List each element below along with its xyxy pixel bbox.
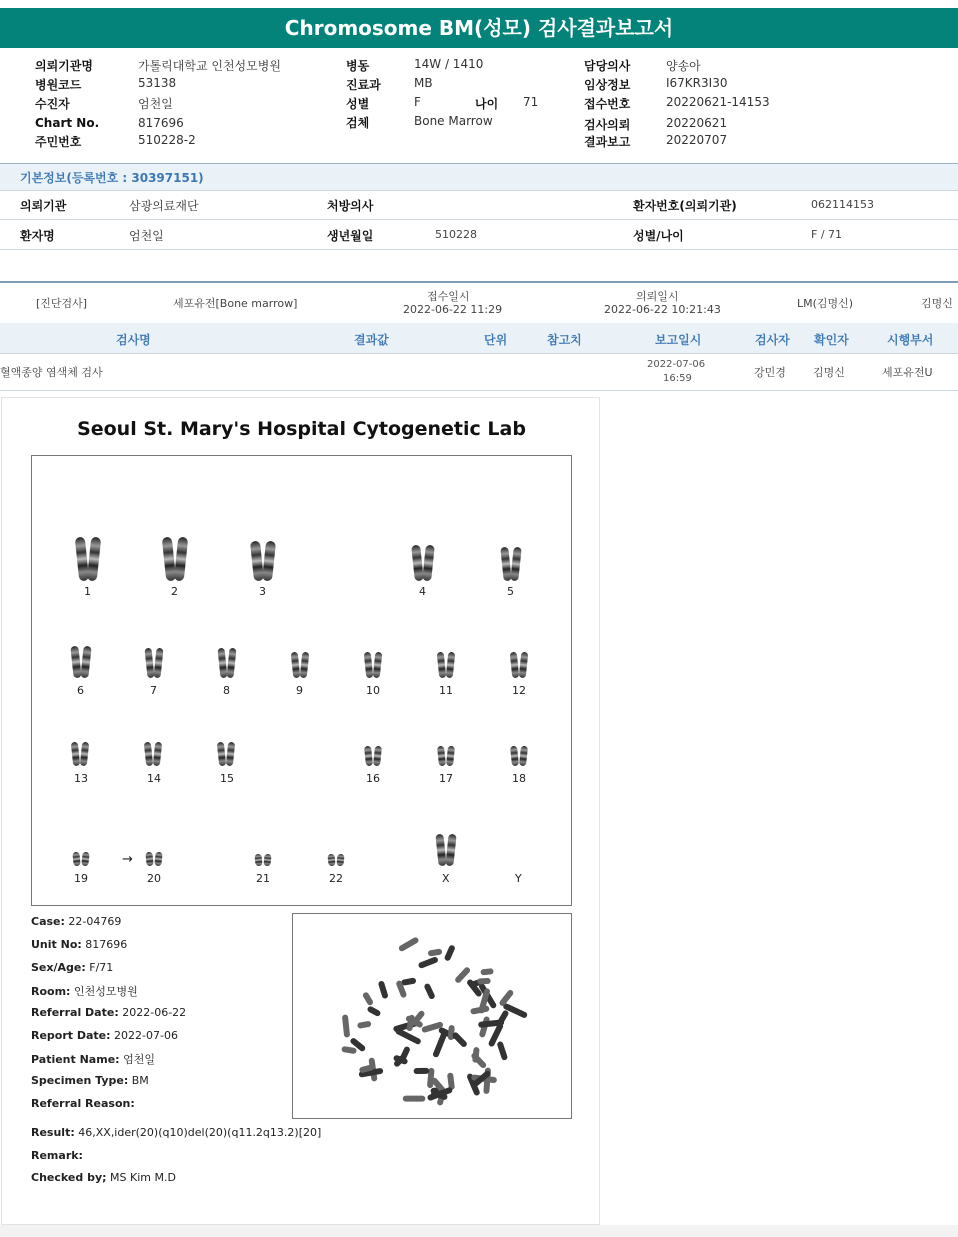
chromosome-label: 11: [439, 684, 453, 697]
page-title: Chromosome BM(성모) 검사결과보고서: [0, 8, 958, 48]
chromosome-label: 18: [512, 772, 526, 785]
info-label: Referral Date:: [31, 1006, 119, 1019]
karyogram-image: [32, 456, 571, 905]
chromosome-label: 6: [77, 684, 84, 697]
metaphase-chromosome: [362, 991, 374, 1006]
col-header: 시행부서: [887, 333, 934, 347]
chromosome-shape: [80, 742, 89, 767]
col-header: 참고치: [547, 333, 582, 347]
result-value: 46,XX,ider(20)(q10)del(20)(q11.2q13.2)[20]: [78, 1126, 322, 1139]
chromosome-shape: [327, 854, 335, 867]
chromosome-shape: [262, 541, 276, 582]
field-value: 510228-2: [138, 133, 196, 147]
metaphase-chromosome: [414, 1068, 430, 1074]
chromosome-shape: [519, 652, 529, 679]
field-value: F: [414, 95, 421, 109]
karyogram: [31, 455, 572, 906]
metaphase-chromosome: [357, 1021, 372, 1029]
chromosome-shape: [87, 537, 102, 582]
metaphase-chromosome: [398, 936, 420, 952]
field-value: 가톨릭대학교 인천성모병원: [138, 59, 281, 73]
chromosome-label: 22: [329, 872, 343, 885]
chromosome-label: 13: [74, 772, 88, 785]
metaphase-chromosome: [497, 1041, 509, 1061]
exam-lm: LM(김명신): [797, 297, 854, 310]
basic-label: 생년월일: [327, 229, 374, 243]
metaphase-chromosome: [480, 968, 493, 975]
chromosome-shape: [144, 742, 153, 767]
chromosome-shape: [373, 746, 382, 767]
info-label: Case:: [31, 915, 65, 928]
chromosome-shape: [446, 652, 456, 679]
karyotype-report: [1, 397, 600, 1225]
requested-datetime: 2022-06-22 10:21:43: [604, 303, 721, 316]
chromosome-shape: [250, 541, 264, 582]
info-value: 인천성모병원: [73, 985, 138, 998]
chromosome-shape: [422, 545, 435, 582]
chromosome-shape: [364, 652, 374, 679]
field-label: 검체: [346, 116, 370, 130]
chromosome-shape: [80, 646, 91, 679]
report-time: 16:59: [663, 373, 692, 384]
chromosome-shape: [300, 652, 310, 679]
info-value: 엄천일: [123, 1053, 155, 1066]
metaphase-chromosome: [378, 980, 389, 999]
chromosome-shape: [70, 646, 81, 679]
basic-label: 성별/나이: [633, 229, 684, 243]
metaphase-chromosome: [477, 978, 491, 985]
chromosome-shape: [217, 648, 227, 679]
chromosome-label: 5: [507, 585, 514, 598]
field-label: 담당의사: [584, 59, 631, 73]
chromosome-shape: [71, 742, 80, 767]
info-value: 2022-06-22: [122, 1006, 187, 1019]
info-label: Report Date:: [31, 1029, 111, 1042]
checked-label: Checked by;: [31, 1171, 107, 1184]
field-value: 양송아: [666, 59, 701, 73]
field-label: 나이: [475, 97, 499, 111]
basic-value: 삼광의료재단: [129, 199, 199, 213]
field-value: 817696: [138, 116, 184, 130]
received-label: 접수일시: [427, 290, 470, 303]
info-label: Sex/Age:: [31, 961, 86, 974]
chromosome-shape: [153, 742, 162, 767]
metaphase-chromosome: [401, 977, 417, 985]
chromosome-shape: [336, 854, 344, 867]
checker: 김명신: [813, 366, 845, 379]
basic-value: 062114153: [811, 198, 874, 211]
chromosome-shape: [75, 537, 90, 582]
col-header: 단위: [484, 333, 508, 347]
metaphase-chromosome: [418, 956, 439, 969]
field-value: MB: [414, 76, 433, 90]
basic-value: 엄천일: [129, 229, 164, 243]
chromosome-shape: [500, 547, 512, 582]
field-label: 접수번호: [584, 97, 631, 111]
field-label: 의뢰기관명: [35, 59, 93, 73]
field-value: 20220621: [666, 116, 728, 130]
chromosome-shape: [373, 652, 383, 679]
chromosome-shape: [510, 652, 520, 679]
chromosome-shape: [217, 742, 226, 767]
exam-category: [진단검사]: [36, 297, 88, 310]
chromosome-label: 2: [171, 585, 178, 598]
chromosome-shape: [153, 648, 163, 679]
test-name: 혈액종양 염색체 검사: [0, 366, 103, 379]
field-value: I67KR3I30: [666, 76, 728, 90]
field-label: 병동: [346, 59, 370, 73]
chromosome-shape: [81, 852, 89, 867]
chromosome-label: 16: [366, 772, 380, 785]
chromosome-label: 1: [84, 585, 91, 598]
chromosome-shape: [291, 652, 301, 679]
exam-person: 김명신: [921, 297, 953, 310]
info-label: Unit No:: [31, 938, 82, 951]
info-label: Room:: [31, 985, 71, 998]
chromosome-label: 12: [512, 684, 526, 697]
chromosome-shape: [144, 648, 154, 679]
chromosome-shape: [364, 746, 373, 767]
chromosome-shape: [145, 852, 153, 867]
chromosome-shape: [445, 834, 456, 867]
chromosome-shape: [510, 547, 522, 582]
chromosome-shape: [72, 852, 80, 867]
info-value: BM: [131, 1074, 149, 1087]
field-label: 병원코드: [35, 78, 82, 92]
field-value: 20220707: [666, 133, 728, 147]
chromosome-shape: [437, 746, 446, 767]
chromosome-label: 8: [223, 684, 230, 697]
field-label: 성별: [346, 97, 370, 111]
lab-title: Seoul St. Mary's Hospital Cytogenetic Lab: [77, 418, 526, 440]
basic-value: 510228: [435, 228, 477, 241]
tester: 강민경: [754, 366, 786, 379]
remark-label: Remark:: [31, 1149, 83, 1162]
chromosome-label: 7: [150, 684, 157, 697]
chromosome-label: X: [442, 872, 450, 885]
chromosome-label: 9: [296, 684, 303, 697]
metaphase-chromosome: [366, 1005, 381, 1017]
field-label: 검사의뢰: [584, 118, 631, 132]
chromosome-shape: [446, 746, 455, 767]
dept: 세포유전U: [882, 366, 933, 379]
info-value: F/71: [89, 961, 114, 974]
chromosome-shape: [435, 834, 446, 867]
field-value: 20220621-14153: [666, 95, 770, 109]
results-table-header: [0, 323, 958, 353]
chromosome-label: 19: [74, 872, 88, 885]
info-label: Patient Name:: [31, 1053, 120, 1066]
metaphase-chromosome: [342, 1014, 350, 1037]
info-value: 22-04769: [68, 915, 122, 928]
field-label: 진료과: [346, 78, 381, 92]
arrow-icon: →: [122, 852, 133, 867]
chromosome-shape: [411, 545, 424, 582]
basic-value: F / 71: [811, 228, 843, 241]
basic-info-header: [0, 164, 958, 190]
basic-info-heading: 기본정보(등록번호 : 30397151): [20, 171, 204, 185]
field-label: 결과보고: [584, 135, 631, 149]
field-value: Bone Marrow: [414, 114, 493, 128]
chromosome-shape: [226, 742, 235, 767]
info-value: 2022-07-06: [114, 1029, 178, 1042]
metaphase-chromosome: [428, 948, 443, 956]
chromosome-shape: [154, 852, 162, 867]
chromosome-label: 17: [439, 772, 453, 785]
basic-label: 의뢰기관: [20, 199, 67, 213]
received-datetime: 2022-06-22 11:29: [403, 303, 503, 316]
result-label: Result:: [31, 1126, 75, 1139]
checked-value: MS Kim M.D: [110, 1171, 176, 1184]
chromosome-shape: [519, 746, 528, 767]
basic-label: 환자명: [20, 229, 55, 243]
requested-label: 의뢰일시: [636, 290, 679, 303]
metaphase-chromosome: [423, 983, 435, 1000]
exam-test: 세포유전[Bone marrow]: [173, 297, 298, 310]
chromosome-label: 10: [366, 684, 380, 697]
chromosome-shape: [174, 537, 189, 582]
field-label: 임상정보: [584, 78, 631, 92]
metaphase-chromosome: [341, 1046, 357, 1054]
chromosome-label: 15: [220, 772, 234, 785]
metaphase-chromosome: [403, 1096, 426, 1102]
chromosome-shape: [263, 854, 271, 867]
col-header: 검사명: [116, 333, 151, 347]
field-label: 주민번호: [35, 135, 82, 149]
chromosome-label: 3: [259, 585, 266, 598]
chromosome-shape: [510, 746, 519, 767]
metaphase-image: [293, 914, 571, 1118]
chromosome-label: 14: [147, 772, 161, 785]
metaphase-chromosome: [497, 1009, 509, 1025]
basic-label: 환자번호(의뢰기관): [633, 199, 737, 213]
field-value: 71: [523, 95, 539, 109]
report-date: 2022-07-06: [647, 359, 706, 370]
info-label: Specimen Type:: [31, 1074, 129, 1087]
field-value: 14W / 1410: [414, 57, 484, 71]
field-value: 53138: [138, 76, 177, 90]
metaphase-chromosome: [451, 1031, 468, 1048]
metaphase-spread: [292, 913, 572, 1119]
chromosome-shape: [437, 652, 447, 679]
chromosome-shape: [226, 648, 236, 679]
info-label: Referral Reason:: [31, 1097, 135, 1110]
chromosome-shape: [254, 854, 262, 867]
chromosome-label: 21: [256, 872, 270, 885]
metaphase-chromosome: [444, 944, 456, 961]
chromosome-label: 4: [419, 585, 426, 598]
chromosome-label: Y: [515, 872, 522, 885]
field-label: 수진자: [35, 97, 70, 111]
col-header: 결과값: [354, 333, 389, 347]
field-label: Chart No.: [35, 116, 100, 130]
chromosome-label: 20: [147, 872, 161, 885]
col-header: 확인자: [814, 333, 849, 347]
basic-label: 처방의사: [327, 199, 374, 213]
field-value: 엄천일: [138, 97, 173, 111]
col-header: 검사자: [755, 333, 790, 347]
chromosome-shape: [162, 537, 177, 582]
col-header: 보고일시: [655, 333, 702, 347]
info-value: 817696: [85, 938, 128, 951]
metaphase-chromosome: [447, 1072, 455, 1090]
